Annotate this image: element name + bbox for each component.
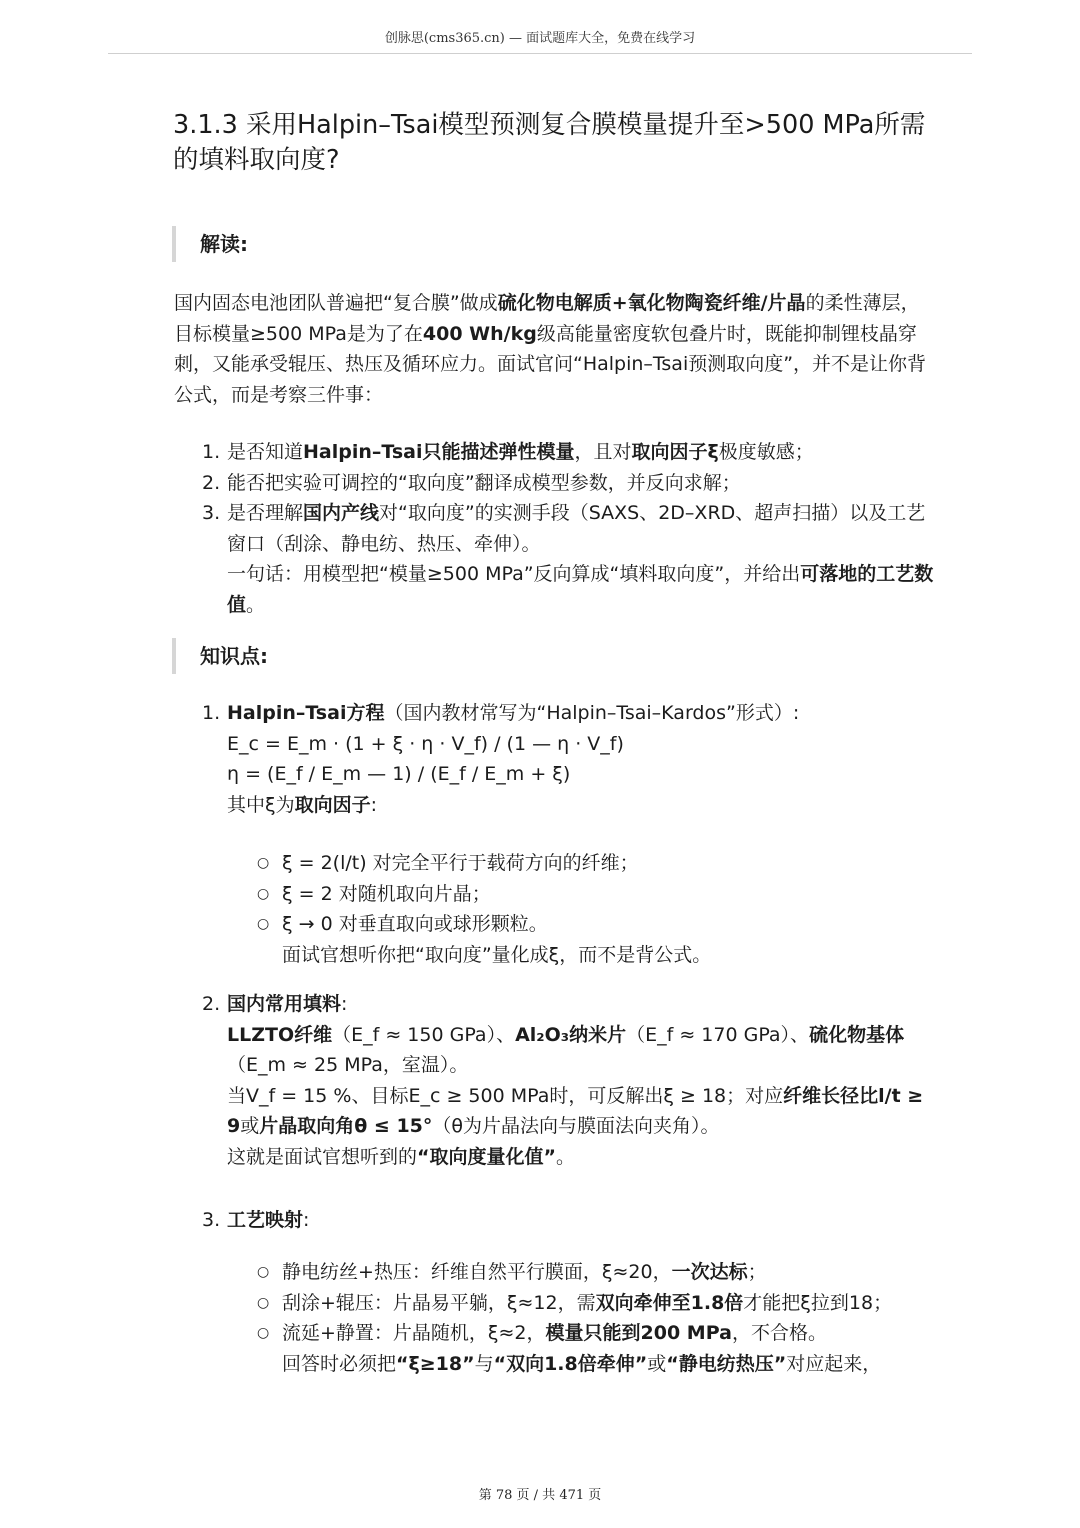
- list-item: [202, 498, 942, 620]
- knowledge-item-1: [202, 698, 942, 820]
- item-text: 。: [246, 593, 266, 616]
- section-heading-interpretation: 解读:: [172, 226, 248, 262]
- list-number: 2.: [202, 993, 221, 1015]
- sub-list-item: [257, 1288, 942, 1319]
- intro-text: 的柔性薄层，目标模量≥500 MPa是为了在: [174, 292, 920, 345]
- list-number: 2.: [202, 471, 221, 494]
- sub-bold: 一次达标: [671, 1261, 748, 1283]
- sub-bold: “ξ≥18”: [396, 1352, 475, 1375]
- item-bold: 可落地的工艺数值: [227, 563, 934, 616]
- sub-list-item: [257, 1318, 942, 1379]
- item-text: （E_f ≈ 150 GPa）、: [332, 1023, 516, 1046]
- sub-note: 或: [647, 1352, 667, 1375]
- item-bold: 取向因子ξ: [631, 441, 719, 463]
- intro-paragraph: [174, 288, 934, 410]
- sub-text: ξ = 2(l/t) 对完全平行于载荷方向的纤维；: [282, 852, 639, 874]
- item-bold: 硫化物基体: [809, 1023, 905, 1046]
- sub-text: 静电纺丝+热压：纤维自然平行膜面，ξ≈20，: [282, 1261, 672, 1283]
- knowledge-item-3-subs: [202, 1257, 942, 1379]
- item-text: （θ为片晶法向与膜面法向夹角）。: [432, 1115, 720, 1137]
- sub-text: 刮涂+辊压：片晶易平躺，ξ≈12，需: [282, 1291, 596, 1314]
- knowledge-item-2: [202, 989, 942, 1172]
- list-number: 3.: [202, 502, 221, 524]
- sub-text: ，不合格。: [731, 1322, 827, 1344]
- sub-bold: 双向牵伸至1.8倍: [595, 1291, 744, 1314]
- item-text: 当V_f = 15 %、目标E_c ≥ 500 MPa时，可反解出ξ ≥ 18；对应: [227, 1084, 784, 1107]
- sub-list-item: [257, 848, 942, 879]
- item-text: 是否知道: [227, 441, 304, 463]
- item-text: :: [303, 1209, 310, 1231]
- list-number: 1.: [202, 441, 221, 463]
- item-text: 能否把实验可调控的“取向度”翻译成模型参数，并反向求解；: [227, 471, 741, 494]
- list-number: 3.: [202, 1209, 221, 1231]
- item-bold: 纤维长径比l/t ≥ 9: [227, 1084, 924, 1137]
- item-bold: Al₂O₃纳米片: [515, 1023, 627, 1046]
- sub-text: ξ = 2 对随机取向片晶；: [282, 882, 491, 905]
- item-text: 。: [556, 1145, 576, 1168]
- sub-note: 对应起来，: [786, 1352, 882, 1375]
- intro-bold: 硫化物电解质+氧化物陶瓷纤维/片晶: [497, 292, 806, 314]
- intro-text: 国内固态电池团队普遍把“复合膜”做成: [174, 292, 498, 314]
- circle-bullet-icon: ○: [257, 855, 270, 871]
- item-bold: “取向度量化值”: [417, 1145, 556, 1168]
- list-item: [202, 989, 942, 1172]
- item-bold: LLZTO纤维: [227, 1023, 333, 1046]
- intro-bold: 400 Wh/kg: [422, 322, 537, 345]
- intro-text: 级高能量密度软包叠片时，既能抑制锂枝晶穿刺，又能承受辊压、热压及循环应力。面试官问“Halpin–Tsai预测取向度”，并不是让你背公式，而是考察三件事：: [174, 322, 927, 406]
- item-bold: 国内常用填料: [227, 993, 342, 1015]
- sub-bold: 模量只能到200 MPa: [545, 1322, 732, 1344]
- circle-bullet-icon: ○: [257, 916, 270, 932]
- item-text: 这就是面试官想听到的: [227, 1145, 418, 1168]
- item-bold: 取向因子: [294, 793, 371, 816]
- sub-text: 流延+静置：片晶随机，ξ≈2，: [282, 1322, 546, 1344]
- knowledge-item-1-subs: [202, 848, 942, 970]
- section-heading-knowledge: 知识点:: [172, 638, 268, 674]
- header-divider: [108, 53, 972, 54]
- sub-note: 面试官想听你把“取向度”量化成ξ，而不是背公式。: [282, 943, 712, 966]
- circle-bullet-icon: ○: [257, 1294, 270, 1311]
- sub-bold: “静电纺热压”: [666, 1352, 787, 1375]
- item-text: :: [341, 993, 348, 1015]
- list-item: [202, 468, 942, 499]
- item-text: ，且对: [574, 441, 632, 463]
- page-header: 创脉思(cms365.cn) — 面试题库大全，免费在线学习: [384, 31, 696, 46]
- sub-list-item: [257, 909, 942, 970]
- item-text: （E_m ≈ 25 MPa，室温）。: [227, 1054, 469, 1076]
- knowledge-item-3: [202, 1205, 942, 1236]
- item-bold: Halpin–Tsai只能描述弹性模量: [303, 441, 575, 463]
- equation: E_c = E_m · (1 + ξ · η · V_f) / (1 — η · V_f): [227, 732, 624, 755]
- list-item: [202, 698, 942, 820]
- item-text: 一句话：用模型把“模量≥500 MPa”反向算成“填料取向度”，并给出: [227, 563, 801, 585]
- sub-text: ξ → 0 对垂直取向或球形颗粒。: [282, 913, 548, 935]
- equation: η = (E_f / E_m — 1) / (E_f / E_m + ξ): [227, 763, 571, 785]
- item-text: （E_f ≈ 170 GPa）、: [626, 1023, 810, 1046]
- interpretation-list: [202, 437, 942, 620]
- page-title: 3.1.3 采用Halpin–Tsai模型预测复合膜模量提升至>500 MPa所需的填料取向度?: [173, 110, 926, 175]
- sub-text: ；: [747, 1261, 767, 1283]
- sub-bold: “双向1.8倍牵伸”: [493, 1352, 648, 1375]
- circle-bullet-icon: ○: [257, 885, 270, 902]
- list-number: 1.: [202, 702, 221, 724]
- sub-note: 与: [474, 1352, 494, 1375]
- item-text: 极度敏感；: [718, 441, 814, 463]
- item-text: :: [370, 793, 378, 816]
- item-bold: 片晶取向角θ ≤ 15°: [259, 1115, 433, 1137]
- item-text: 对“取向度”的实测手段（SAXS、2D–XRD、超声扫描）以及工艺窗口（刮涂、静电纺、热压、牵伸）。: [227, 502, 926, 555]
- page-footer: 第 78 页 / 共 471 页: [478, 1488, 602, 1503]
- item-text: 其中ξ为: [227, 793, 295, 816]
- item-bold: 国内产线: [303, 502, 380, 524]
- sub-list-item: [257, 879, 942, 910]
- item-text: 是否理解: [227, 502, 304, 524]
- item-text: 或: [240, 1115, 260, 1137]
- sub-text: 才能把ξ拉到18；: [743, 1291, 893, 1314]
- list-item: [202, 1205, 942, 1236]
- circle-bullet-icon: ○: [257, 1264, 270, 1280]
- circle-bullet-icon: ○: [257, 1325, 270, 1341]
- item-bold: 工艺映射: [227, 1209, 304, 1231]
- sub-note: 回答时必须把: [282, 1352, 397, 1375]
- item-text: （国内教材常写为“Halpin–Tsai–Kardos”形式）:: [384, 702, 800, 724]
- item-bold: Halpin–Tsai方程: [227, 702, 385, 724]
- sub-list-item: [257, 1257, 942, 1288]
- list-item: [202, 437, 942, 468]
